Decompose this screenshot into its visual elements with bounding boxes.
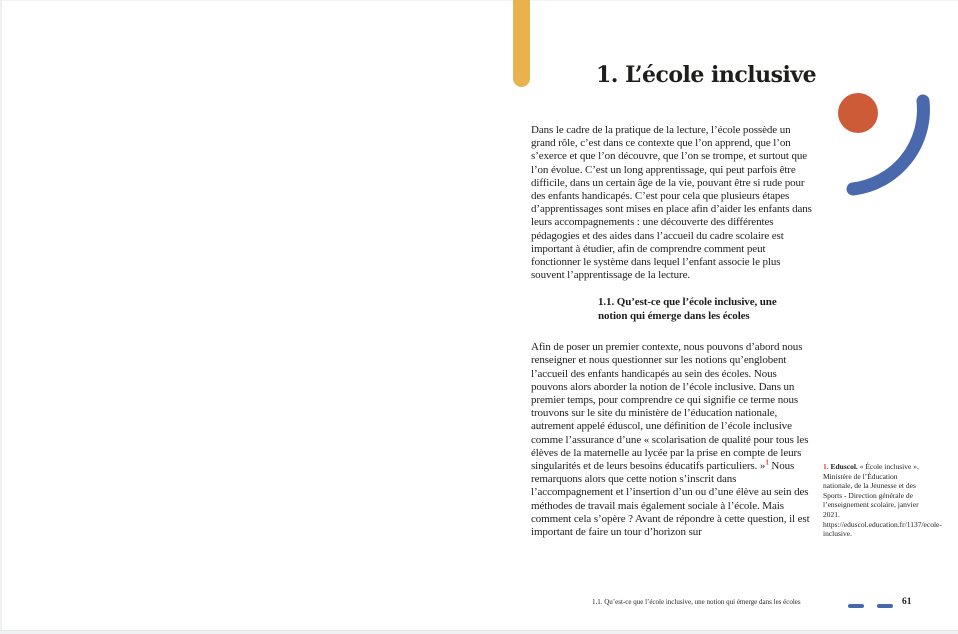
section-heading: 1.1. Qu’est-ce que l’école inclusive, une notion qui émerge dans les écoles — [598, 296, 777, 322]
footer-dash-decoration — [877, 604, 893, 608]
footer-dash-decoration — [848, 604, 864, 608]
main-text-column — [531, 124, 813, 539]
page-edge-bottom — [0, 630, 958, 634]
footnote-reference-marker: 1 — [765, 458, 769, 467]
footnote-text: « École inclusive ». Ministère de l’Éducation nationale, de la Jeunesse et des Sports - Direction générale de l’enseignement scolaire, janvier 2021. https://eduscol.education.fr/1137/ecole-inclusive. — [823, 462, 942, 539]
paragraph-2-text-before-ref: Afin de poser un premier contexte, nous pouvons d’abord nous renseigner et nous questionner sur les notions qu’englobent l’accueil des enfants handicapés au sein des écoles. Nous pouvons alors aborder la notion de l’école inclusive. Dans un premier temps, pour comprendre ce qui signifie ce terme nous trouvons sur le site du ministère de l’éducation nationale, autrement appelé éduscol, une définition de l’école inclusive comme l’assurance d’une « scolarisation de qualité pour tous les élèves de la maternelle au lycée par la prise en compte de leurs singularités et de leurs besoins éducatifs particuliers. » — [531, 341, 809, 473]
page-edge-left — [0, 0, 2, 634]
page-number: 61 — [902, 597, 912, 607]
footer-running-title: 1.1. Qu’est-ce que l’école inclusive, une notion qui émerge dans les écoles — [592, 598, 801, 606]
paragraph-2-text-after-ref: Nous remarquons alors que cette notion s’inscrit dans l’accompagnement et l’insertion d’un ou d’une élève au sein des méthodes de travail mais également sociale à l’école. Mais comment cela s’opère ? Avant de répondre à cette question, il est important de faire un tour d’horizon sur — [531, 460, 810, 539]
yellow-bar-decoration — [513, 0, 530, 87]
body-paragraph-2 — [531, 341, 813, 539]
footnote-source: Eduscol. — [828, 462, 858, 471]
body-paragraph-1: Dans le cadre de la pratique de la lecture, l’école possède un grand rôle, c’est dans ce contexte que l’on apprend, que l’on s’exerce et que l’on découvre, que l’on se trompe, et surtout que l’on évolue. C’est un long apprentissage, qui peut parfois être difficile, dans un certain âge de la vie, pouvant être si rude pour des enfants handicapés. C’est pour cela que plusieurs étapes d’apprentissages sont mises en place afin d’aider les enfants dans leurs accompagnements : une découverte des différentes pédagogies et des aides dans l’accueil du cadre scolaire est important à étudier, afin de comprendre comment peut fonctionner le système dans lequel l’enfant associe le plus souvent l’apprentissage de la lecture. — [531, 124, 812, 282]
margin-footnote — [823, 462, 942, 539]
footnote-number: 1. — [823, 462, 829, 471]
chapter-title: 1. L’école inclusive — [596, 62, 817, 88]
page-edge-top — [0, 0, 958, 1]
blue-arc-decoration — [840, 90, 940, 200]
